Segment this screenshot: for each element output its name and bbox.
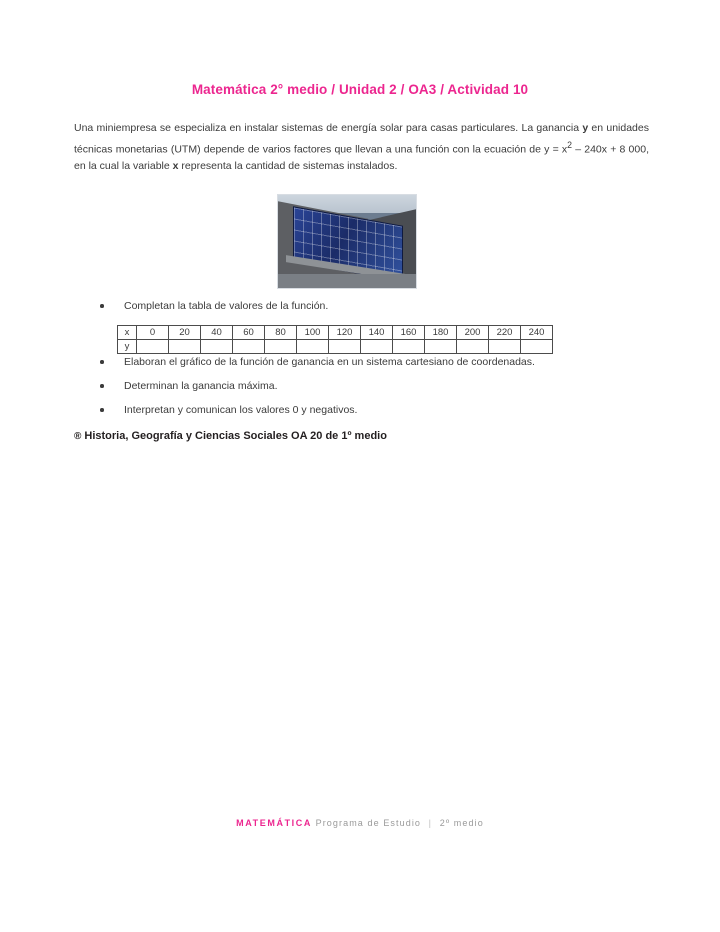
intro-variable-x: x [172, 159, 179, 172]
table-cell-x: 140 [361, 326, 393, 340]
table-cell-x: 40 [201, 326, 233, 340]
table-cell-x: 160 [393, 326, 425, 340]
task-list-first [98, 299, 658, 314]
table-cell-y[interactable] [393, 340, 425, 354]
footer-subject: MATEMÁTICA [236, 818, 312, 828]
cross-reference-text: Historia, Geografía y Ciencias Sociales OA 20 de 1º medio [84, 430, 387, 442]
intro-variable-y: y [582, 122, 589, 134]
table-cell-x: 20 [169, 326, 201, 340]
table-cell-y[interactable] [201, 340, 233, 354]
footer-middle: Programa de Estudio [315, 818, 422, 828]
table-cell-x: 80 [265, 326, 297, 340]
table-cell-y[interactable] [297, 340, 329, 354]
table-cell-y[interactable] [233, 340, 265, 354]
table-cell-x: 0 [137, 326, 169, 340]
table-row-y [118, 340, 553, 354]
solar-panel-roof-photo [277, 194, 417, 289]
footer-right: 2º medio [439, 818, 484, 828]
table-cell-x: 220 [489, 326, 521, 340]
cross-reference-badge-icon: ® [74, 431, 82, 442]
list-item: Elaboran el gráfico de la función de ganancia en un sistema cartesiano de coordenadas. [98, 355, 658, 370]
intro-exponent: 2 [567, 139, 573, 150]
task-list-rest [98, 355, 658, 427]
cross-reference [74, 430, 654, 442]
table-cell-x: 60 [233, 326, 265, 340]
table-cell-x: 180 [425, 326, 457, 340]
table-cell-y[interactable] [457, 340, 489, 354]
intro-text-part4: representa la cantidad de sistemas instalados. [178, 159, 398, 172]
table-cell-y[interactable] [169, 340, 201, 354]
photo-wall [278, 274, 416, 288]
footer-separator: | [428, 818, 433, 828]
table-cell-y[interactable] [137, 340, 169, 354]
table-cell-y[interactable] [489, 340, 521, 354]
table-cell-x: 200 [457, 326, 489, 340]
intro-text-part1: Una miniempresa se especializa en instalar sistemas de energía solar para casas particulares. La ganancia [74, 122, 583, 134]
table-cell-x: 100 [297, 326, 329, 340]
page-title: Matemática 2° medio / Unidad 2 / OA3 / Actividad 10 [191, 82, 529, 97]
list-item: Interpretan y comunican los valores 0 y negativos. [98, 403, 658, 418]
table-header-y: y [118, 340, 137, 354]
intro-text-part3: – 240x + 8 000, en la cual la variable [74, 143, 649, 172]
values-table [117, 325, 553, 354]
table-cell-x: 240 [521, 326, 553, 340]
list-item: Determinan la ganancia máxima. [98, 379, 658, 394]
table-cell-y[interactable] [425, 340, 457, 354]
table-row-x [118, 326, 553, 340]
intro-text-part2: en unidades técnicas monetarias (UTM) depende de varios factores que llevan a una función con la ecuación de y = x [74, 122, 649, 155]
table-cell-y[interactable] [265, 340, 297, 354]
table-cell-y[interactable] [329, 340, 361, 354]
table-cell-y[interactable] [361, 340, 393, 354]
page-footer [0, 818, 720, 828]
intro-paragraph [74, 120, 649, 174]
table-header-x: x [118, 326, 137, 340]
table-cell-y[interactable] [521, 340, 553, 354]
list-item: Completan la tabla de valores de la función. [98, 299, 658, 314]
table-cell-x: 120 [329, 326, 361, 340]
